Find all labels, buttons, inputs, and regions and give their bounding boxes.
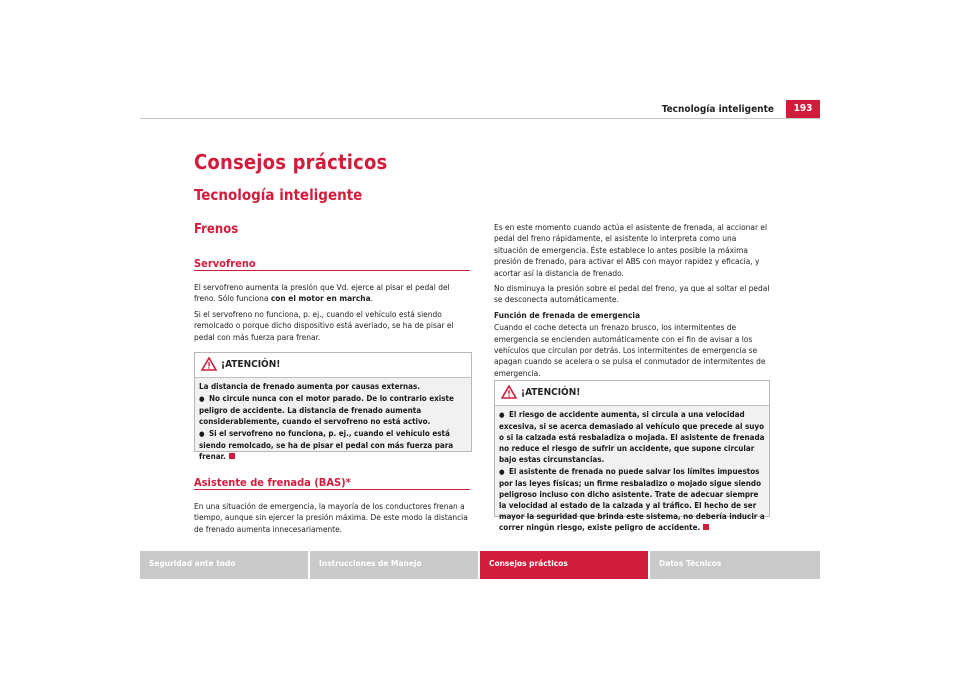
bullet-dot-icon: ●	[199, 430, 205, 438]
warning-title: ¡ATENCIÓN!	[221, 359, 281, 370]
servofreno-p1-emphasis: con el motor en marcha	[270, 293, 371, 304]
bas-paragraph-2: Es en este momento cuando actúa el asistente de frenada, al accionar el pedal del freno rápidamente, el asistente lo interpreta como una situación de emergencia. Éste establece lo antes posible la máxima presión de frenado, para activar el ABS con mayor rapidez y eficacia, y acortar así la distancia de frenado.	[494, 222, 768, 278]
warning-box-bas	[494, 380, 770, 532]
warning-bullet-2-text: El asistente de frenada no puede salvar los límites impuestos por las leyes físicas; un firme resbaladizo o mojado sigue siendo peligroso incluso con dicho asistente. Trate de adecuar siempre la velocidad al estado de la calzada y al tráfico. El hecho de ser mayor la seguridad que brinda este sistema, no debería inducir a correr ningún riesgo, existe peligro de accidente.	[499, 467, 765, 532]
servofreno-p1-end: .	[370, 293, 374, 304]
servofreno-text	[194, 282, 470, 347]
warning-triangle-icon	[501, 385, 517, 399]
bas-heading: Asistente de frenada (BAS)*	[194, 476, 351, 489]
servofreno-p1-text: El servofreno aumenta la presión que Vd. ejerce al pisar el pedal del freno. Sólo funciona	[194, 282, 450, 304]
chapter-title: Tecnología inteligente	[194, 186, 363, 204]
emergency-function-paragraph: Cuando el coche detecta un frenazo brusco, los intermitentes de emergencia se encienden automáticamente con el fin de avisar a los vehículos que circulan por detrás. Los intermitentes de emergencia se apagan cuando se acelera o se pulsa el conmutador de intermitentes de emergencia.	[494, 322, 766, 378]
section-title: Consejos prácticos	[194, 150, 388, 174]
warning-triangle-icon	[201, 357, 217, 371]
bullet-dot-icon: ●	[499, 468, 505, 476]
bas-text	[194, 501, 470, 539]
warning-header	[495, 381, 769, 406]
running-header-title: Tecnología inteligente	[661, 104, 774, 115]
bas-rule	[194, 489, 470, 490]
bullet-dot-icon: ●	[199, 395, 205, 403]
servofreno-paragraph-1	[194, 282, 470, 305]
bullet-dot-icon: ●	[499, 411, 505, 419]
header-divider	[140, 118, 820, 119]
servofreno-rule	[194, 270, 470, 271]
page-number: 193	[786, 100, 820, 118]
servofreno-paragraph-2: Si el servofreno no funciona, p. ej., cuando el vehículo está siendo remolcado o porque dicho dispositivo está averiado, se ha de pisar el pedal con más fuerza para frenar.	[194, 308, 454, 342]
footer-tab-datos[interactable]: Datos Técnicos	[650, 551, 820, 579]
bas-paragraph-3: No disminuya la presión sobre el pedal del freno, ya que al soltar el pedal se desconecta automáticamente.	[494, 283, 770, 305]
footer-tab-instrucciones[interactable]: Instrucciones de Manejo	[310, 551, 478, 579]
topic-title: Frenos	[194, 222, 239, 237]
warning-bullet-2-text: Si el servofreno no funciona, p. ej., cuando el vehículo está siendo remolcado, se ha de pisar el pedal con más fuerza para frenar.	[199, 429, 454, 461]
warning-title: ¡ATENCIÓN!	[521, 387, 581, 398]
end-square-icon	[229, 453, 235, 459]
footer-tab-seguridad[interactable]: Seguridad ante todo	[140, 551, 308, 579]
right-column-text	[494, 222, 770, 383]
footer-tab-consejos[interactable]: Consejos prácticos	[480, 551, 648, 579]
warning-bullet-1-text: No circule nunca con el motor parado. De lo contrario existe peligro de accidente. La distancia de frenado aumenta considerablemente, cuando el servofreno no está activo.	[199, 394, 454, 426]
warning-intro: La distancia de frenado aumenta por causas externas.	[199, 382, 421, 391]
warning-header	[195, 353, 471, 378]
warning-box-servofreno	[194, 352, 472, 461]
warning-bullet-1	[499, 409, 765, 465]
warning-bullet-1	[199, 393, 467, 427]
bas-paragraph-1: En una situación de emergencia, la mayoría de los conductores frenan a tiempo, aunque sin ejercer la presión máxima. De este modo la distancia de frenado aumenta innecesariamente.	[194, 501, 468, 534]
warning-bullet-2	[499, 466, 765, 533]
end-square-icon	[703, 524, 709, 530]
servofreno-heading: Servofreno	[194, 257, 256, 270]
emergency-function-heading: Función de frenada de emergencia	[494, 309, 640, 320]
warning-bullet-2	[199, 428, 467, 462]
warning-body	[495, 406, 769, 538]
warning-bullet-1-text: El riesgo de accidente aumenta, si circula a una velocidad excesiva, si se acerca demasiado al vehículo que precede al suyo o si la calzada está resbaladiza o mojada. El asistente de frenada no reduce el riesgo de sufrir un accidente, que supone circular bajo estas circunstancias.	[499, 410, 765, 464]
warning-body	[195, 378, 471, 467]
